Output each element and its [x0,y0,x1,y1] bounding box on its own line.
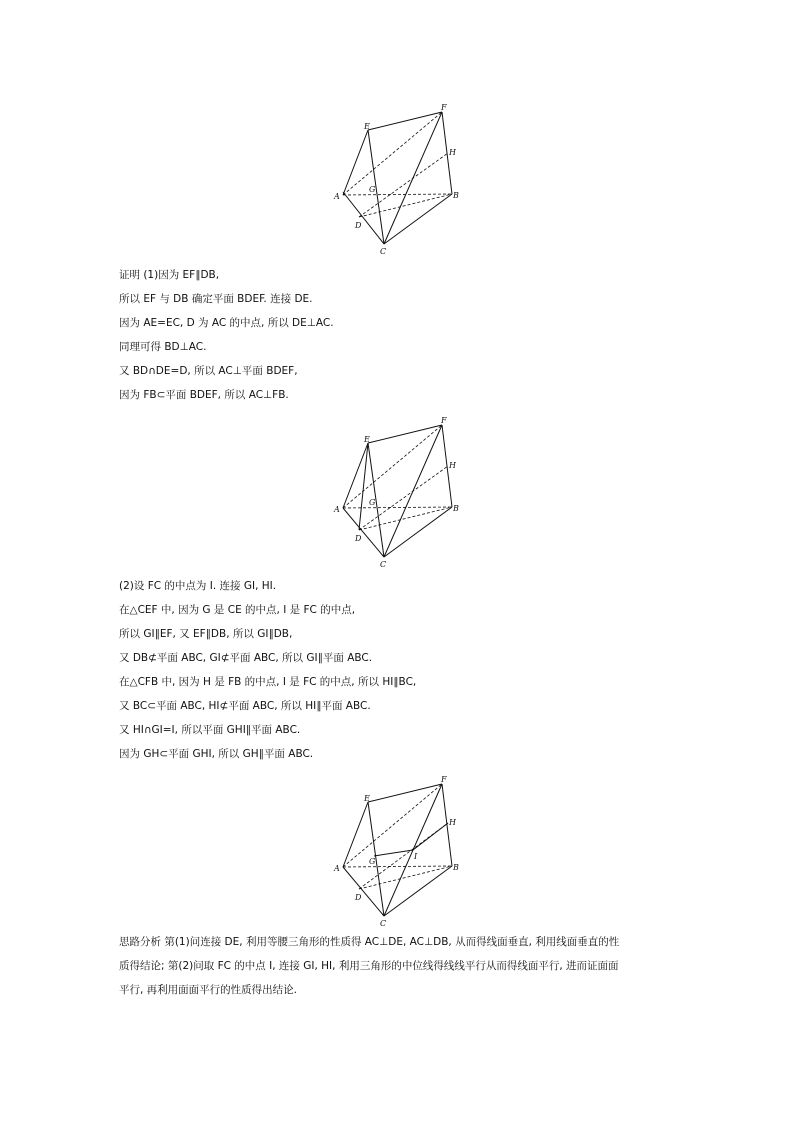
proof-line-4: 同理可得 BD⊥AC. [119,341,207,353]
label-G: G [369,498,376,507]
analysis-paragraph [119,930,697,1002]
label-C: C [380,560,387,569]
label-E: E [364,122,370,131]
label-F: F [441,416,447,425]
label-I: I [414,852,418,861]
figure-2 [330,416,464,569]
proof-part-1 [119,263,697,407]
figure-3 [330,775,464,928]
figure-1 [330,103,464,256]
analysis-row-2: 质得结论; 第(2)问取 FC 的中点 I, 连接 GI, HI, 利用三角形的中位线得线线平行从而得线面平行, 进而证面面 [119,960,619,972]
analysis-row-1: 思路分析 第(1)问连接 DE, 利用等腰三角形的性质得 AC⊥DE, AC⊥DB, 从而得线面垂直, 利用线面垂直的性 [119,936,620,948]
part2-line-1: (2)设 FC 的中点为 I. 连接 GI, HI. [119,580,277,592]
label-A: A [334,505,340,514]
part2-line-2: 在△CEF 中, 因为 G 是 CE 的中点, I 是 FC 的中点, [119,604,356,616]
part2-line-7: 又 HI∩GI=I, 所以平面 GHI∥平面 ABC. [119,724,301,736]
label-B: B [453,191,459,200]
label-H: H [449,818,456,827]
proof-line-1: 证明 (1)因为 EF∥DB, [119,269,220,281]
part2-line-4: 又 DB⊄平面 ABC, GI⊄平面 ABC, 所以 GI∥平面 ABC. [119,652,373,664]
analysis-row-3: 平行, 再利用面面平行的性质得出结论. [119,984,298,996]
label-E: E [364,794,370,803]
label-H: H [449,148,456,157]
label-G: G [369,857,376,866]
proof-line-3: 因为 AE=EC, D 为 AC 的中点, 所以 DE⊥AC. [119,317,334,329]
label-G: G [369,185,376,194]
label-E: E [364,435,370,444]
proof-part-2 [119,574,697,766]
label-H: H [449,461,456,470]
part2-line-8: 因为 GH⊂平面 GHI, 所以 GH∥平面 ABC. [119,748,314,760]
label-D: D [355,893,362,902]
proof-line-5: 又 BD∩DE=D, 所以 AC⊥平面 BDEF, [119,365,298,377]
label-B: B [453,504,459,513]
part2-line-5: 在△CFB 中, 因为 H 是 FB 的中点, I 是 FC 的中点, 所以 HI∥BC, [119,676,417,688]
proof-line-6: 因为 FB⊂平面 BDEF, 所以 AC⊥FB. [119,389,289,401]
label-F: F [441,775,447,784]
label-C: C [380,247,387,256]
label-B: B [453,863,459,872]
figure-3-svg [330,775,464,928]
part2-line-6: 又 BC⊂平面 ABC, HI⊄平面 ABC, 所以 HI∥平面 ABC. [119,700,371,712]
part2-line-3: 所以 GI∥EF, 又 EF∥DB, 所以 GI∥DB, [119,628,293,640]
label-D: D [355,534,362,543]
figure-2-svg [330,416,464,569]
label-A: A [334,864,340,873]
label-D: D [355,221,362,230]
label-A: A [334,192,340,201]
proof-line-2: 所以 EF 与 DB 确定平面 BDEF. 连接 DE. [119,293,313,305]
figure-1-svg [330,103,464,256]
label-F: F [441,103,447,112]
label-C: C [380,919,387,928]
